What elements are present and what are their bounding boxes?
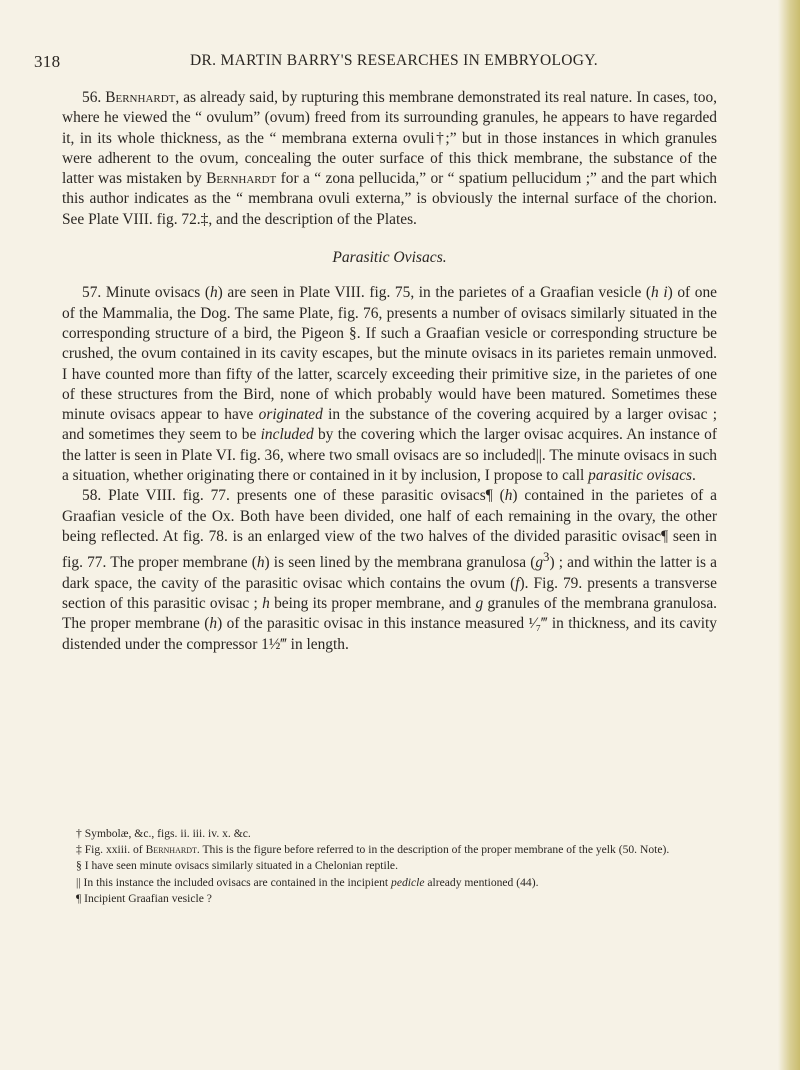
footnote-section: § I have seen minute ovisacs similarly situated in a Chelonian reptile. [76, 859, 398, 873]
main-text [62, 88, 717, 655]
paragraph-58: 58. Plate VIII. fig. 77. presents one of these parasitic ovisacs¶ (h) contained in the parietes of a Graafian vesicle of the Ox. Both have been divided, one half of each remaining in the ovary, the other being reflected. At fig. 78. is an enlarged view of the two halves of the divided parasitic ovisac¶ seen in fig. 77. The proper membrane (h) is seen lined by the membrana granulosa $(g^3)$ ; and within the latter is a dark space, the cavity of the parasitic ovisac which contains the ovum (f). Fig. 79. presents a transverse section of this parasitic ovisac ; h being its proper membrane, and g granules of the membrana granulosa. The proper membrane (h) of the parasitic ovisac in this instance measured ¹⁄₇‴ in thickness, and its cavity distended under the compressor 1½‴ in length. [62, 487, 718, 653]
footnote-double-dagger: ‡ Fig. xxiii. of Bernhardt. This is the figure before referred to in the description of the proper membrane of the yelk (50. Note). [76, 843, 670, 857]
footnote-pilcrow: ¶ Incipient Graafian vesicle ? [76, 891, 212, 905]
paragraph-57: 57. Minute ovisacs (h) are seen in Plate VIII. fig. 75, in the parietes of a Graafian vesicle (h i) of one of the Mammalia, the Dog. The same Plate, fig. 76, presents a number of ovisacs similarly situated in the corresponding structure of a bird, the Pigeon §. If such a Graafian vesicle or corresponding structure be crushed, the ovum contained in its cavity escapes, but the minute ovisacs in its parietes remain unmoved. I have counted more than fifty of the latter, scarcely exceeding their primitive size, in the parietes of one of these structures from the Bird, none of which probably would have been matured. Sometimes these minute ovisacs appear to have originated in the substance of the covering acquired by a larger ovisac ; and sometimes they seem to be included by the covering which the larger ovisac acquires. An instance of the latter is seen in Plate VI. fig. 36, where two small ovisacs are so included||. The minute ovisacs in such a situation, whether originating there or contained in it by inclusion, I propose to call parasitic ovisacs. [62, 284, 717, 485]
page-edge-shadow [778, 0, 800, 1070]
running-head: DR. MARTIN BARRY'S RESEARCHES IN EMBRYOLOGY. [190, 52, 598, 69]
footnote-dagger: † Symbolæ, &c., figs. ii. iii. iv. x. &c. [76, 827, 251, 840]
footnote-parallel: || In this instance the included ovisacs are contained in the incipient pedicle already mentioned (44). [76, 875, 539, 889]
author-name: Bernhardt [206, 170, 277, 188]
section-title: Parasitic Ovisacs. [332, 249, 447, 267]
author-name: Bernhardt [145, 843, 197, 857]
author-name: Bernhardt [105, 89, 176, 106]
footnotes [62, 826, 717, 907]
page-number: 318 [34, 52, 61, 71]
page-header [34, 52, 754, 74]
paragraph-56: 56. Bernhardt, as already said, by rupturing this membrane demonstrated its real nature. In cases, too, where he viewed the “ ovulum” (ovum) freed from its surrounding granules, he appears to have regarded it, in its whole thickness, as the “ membrana externa ovuli†;” but in those instances in which granules were adherent to the ovum, concealing the outer surface of this thick membrane, the substance of the latter was mistaken by Bernhardt for a “ zona pellucida,” or “ spatium pellucidum ;” and the part which this author indicates as the “ membrana ovuli externa,” is obviously the internal surface of the chorion. See Plate VIII. fig. 72.‡, and the description of the Plates. [62, 89, 717, 228]
